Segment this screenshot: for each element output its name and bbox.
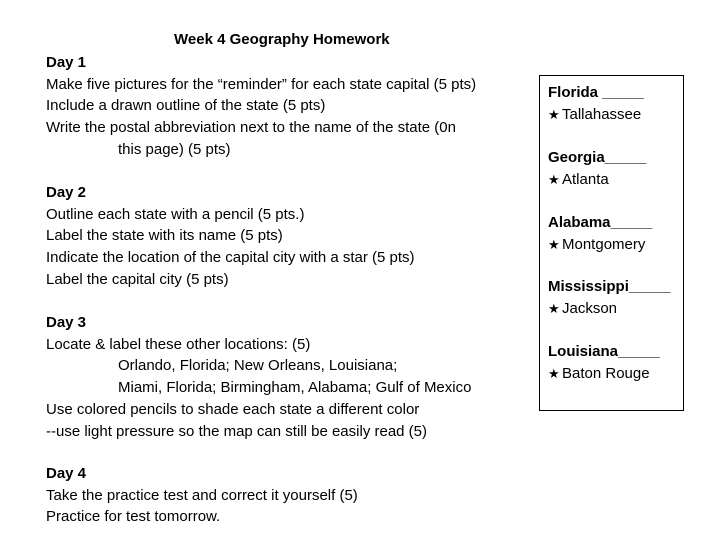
capital-row	[548, 169, 646, 191]
state-capitals-box	[539, 75, 684, 411]
state-entry-florida	[548, 82, 644, 126]
day-3-locations-2: Miami, Florida; Birmingham, Alabama; Gulf of Mexico	[118, 379, 472, 397]
day-1-heading: Day 1	[46, 54, 87, 71]
capital-row	[548, 234, 652, 256]
capital-row	[548, 363, 660, 385]
capital-name: Jackson	[562, 300, 618, 317]
capital-row	[548, 298, 671, 320]
state-name: Mississippi_____	[548, 278, 671, 295]
day-2-task-3: Indicate the location of the capital city with a star (5 pts)	[46, 249, 415, 267]
day-4-section	[46, 463, 358, 528]
state-entry-georgia	[548, 147, 646, 191]
day-2-task-1: Outline each state with a pencil (5 pts.)	[46, 205, 305, 223]
state-name: Florida _____	[548, 84, 644, 101]
capital-name: Atlanta	[562, 171, 609, 188]
state-name: Louisiana_____	[548, 343, 660, 360]
day-4-task-2: Practice for test tomorrow.	[46, 508, 221, 526]
day-3-task-2-note: --use light pressure so the map can still be easily read (5)	[46, 422, 428, 440]
day-3-heading: Day 3	[46, 314, 87, 331]
day-4-task-1: Take the practice test and correct it yourself (5)	[46, 486, 358, 504]
day-1-task-3: Write the postal abbreviation next to the name of the state (0n	[46, 119, 456, 137]
capital-name: Baton Rouge	[562, 365, 650, 382]
day-1-task-3-continued: this page) (5 pts)	[118, 140, 231, 158]
star-icon: ★	[548, 301, 560, 316]
capital-row	[548, 104, 644, 126]
day-2-heading: Day 2	[46, 184, 87, 201]
day-4-heading: Day 4	[46, 465, 87, 482]
capital-name: Montgomery	[562, 236, 646, 253]
day-2-section	[46, 182, 415, 291]
day-3-task-2: Use colored pencils to shade each state a different color	[46, 400, 420, 418]
day-1-section	[46, 52, 476, 161]
day-3-task-1: Locate & label these other locations: (5)	[46, 335, 311, 353]
state-entry-alabama	[548, 212, 652, 256]
state-entry-mississippi	[548, 276, 671, 320]
state-name: Alabama_____	[548, 214, 653, 231]
day-3-locations-1: Orlando, Florida; New Orleans, Louisiana;	[118, 357, 398, 375]
page-title: Week 4 Geography Homework	[174, 31, 390, 48]
star-icon: ★	[548, 366, 560, 381]
capital-name: Tallahassee	[562, 106, 642, 123]
day-1-task-2: Include a drawn outline of the state (5 pts)	[46, 97, 326, 115]
star-icon: ★	[548, 172, 560, 187]
day-2-task-2: Label the state with its name (5 pts)	[46, 227, 283, 245]
day-3-section	[46, 312, 471, 442]
star-icon: ★	[548, 107, 560, 122]
day-2-task-4: Label the capital city (5 pts)	[46, 270, 229, 288]
day-1-task-1: Make five pictures for the “reminder” for each state capital (5 pts)	[46, 75, 477, 93]
state-name: Georgia_____	[548, 149, 647, 166]
star-icon: ★	[548, 237, 560, 252]
state-entry-louisiana	[548, 341, 660, 385]
